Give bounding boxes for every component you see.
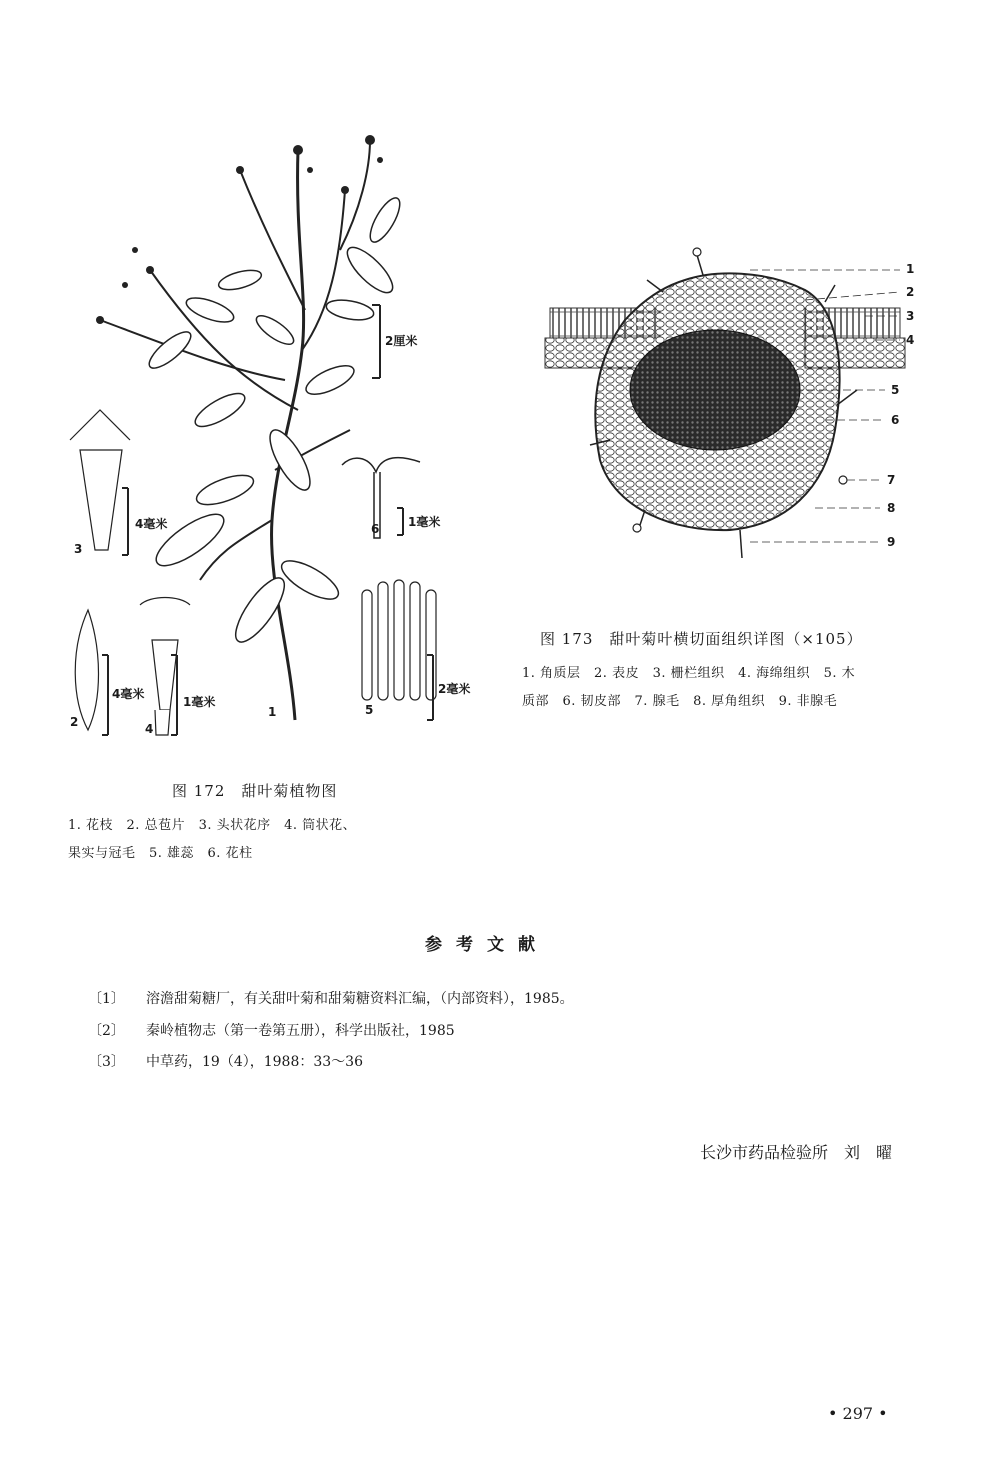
reference-index: 〔1〕 bbox=[88, 991, 125, 1007]
leader-label-7: 7 bbox=[887, 473, 896, 487]
references-heading: 参考文献 bbox=[425, 935, 549, 955]
reference-text: 中草药，19（4），1988：33～36 bbox=[146, 1054, 363, 1070]
leader-label-5: 5 bbox=[891, 383, 900, 397]
reference-item bbox=[88, 988, 574, 1008]
leader-label-3: 3 bbox=[906, 309, 915, 323]
figure-173-illustration bbox=[535, 240, 920, 580]
figure-172-legend-line1: 1. 花枝 2. 总苞片 3. 头状花序 4. 筒状花、 bbox=[68, 818, 357, 833]
leader-label-4: 4 bbox=[906, 333, 915, 347]
leader-label-9: 9 bbox=[887, 535, 896, 549]
leader-label-8: 8 bbox=[887, 501, 896, 515]
part-label-5: 5 bbox=[365, 703, 374, 717]
scale-label-2mm: 2毫米 bbox=[438, 682, 471, 696]
reference-item bbox=[88, 1051, 363, 1071]
reference-index: 〔3〕 bbox=[88, 1054, 125, 1070]
leader-label-6: 6 bbox=[891, 413, 900, 427]
figure-172-illustration bbox=[40, 110, 500, 760]
figure-173-title: 图 173 甜叶菊叶横切面组织详图（×105） bbox=[540, 630, 863, 648]
author-affiliation: 长沙市药品检验所 刘 曜 bbox=[700, 1143, 893, 1162]
reference-index: 〔2〕 bbox=[88, 1023, 125, 1039]
leader-label-1: 1 bbox=[906, 262, 915, 276]
scale-label-1mm-style: 1毫米 bbox=[408, 515, 441, 529]
leader-label-2: 2 bbox=[906, 285, 915, 299]
leaf-cross-section-drawing bbox=[535, 240, 920, 580]
page-number: • 297 • bbox=[828, 1404, 888, 1423]
figure-172-legend-line2: 果实与冠毛 5. 雄蕊 6. 花柱 bbox=[68, 846, 253, 861]
plant-drawing bbox=[40, 110, 500, 760]
reference-item bbox=[88, 1020, 455, 1040]
part-label-1: 1 bbox=[268, 705, 277, 719]
part-label-6: 6 bbox=[371, 522, 380, 536]
part-label-2: 2 bbox=[70, 715, 79, 729]
scale-label-4mm-bract: 4毫米 bbox=[112, 687, 145, 701]
scale-label-2cm: 2厘米 bbox=[385, 334, 418, 348]
part-label-4: 4 bbox=[145, 722, 154, 736]
part-label-3: 3 bbox=[74, 542, 83, 556]
figure-173-legend-line2: 质部 6. 韧皮部 7. 腺毛 8. 厚角组织 9. 非腺毛 bbox=[522, 694, 838, 709]
scale-label-4mm-head: 4毫米 bbox=[135, 517, 168, 531]
reference-text: 溶澹甜菊糖厂，有关甜叶菊和甜菊糖资料汇编，（内部资料），1985。 bbox=[146, 991, 574, 1007]
scale-label-1mm-flower: 1毫米 bbox=[183, 695, 216, 709]
figure-172-title: 图 172 甜叶菊植物图 bbox=[172, 782, 338, 800]
figure-173-legend-line1: 1. 角质层 2. 表皮 3. 栅栏组织 4. 海绵组织 5. 木 bbox=[522, 666, 856, 681]
reference-text: 秦岭植物志（第一卷第五册），科学出版社，1985 bbox=[146, 1023, 455, 1039]
